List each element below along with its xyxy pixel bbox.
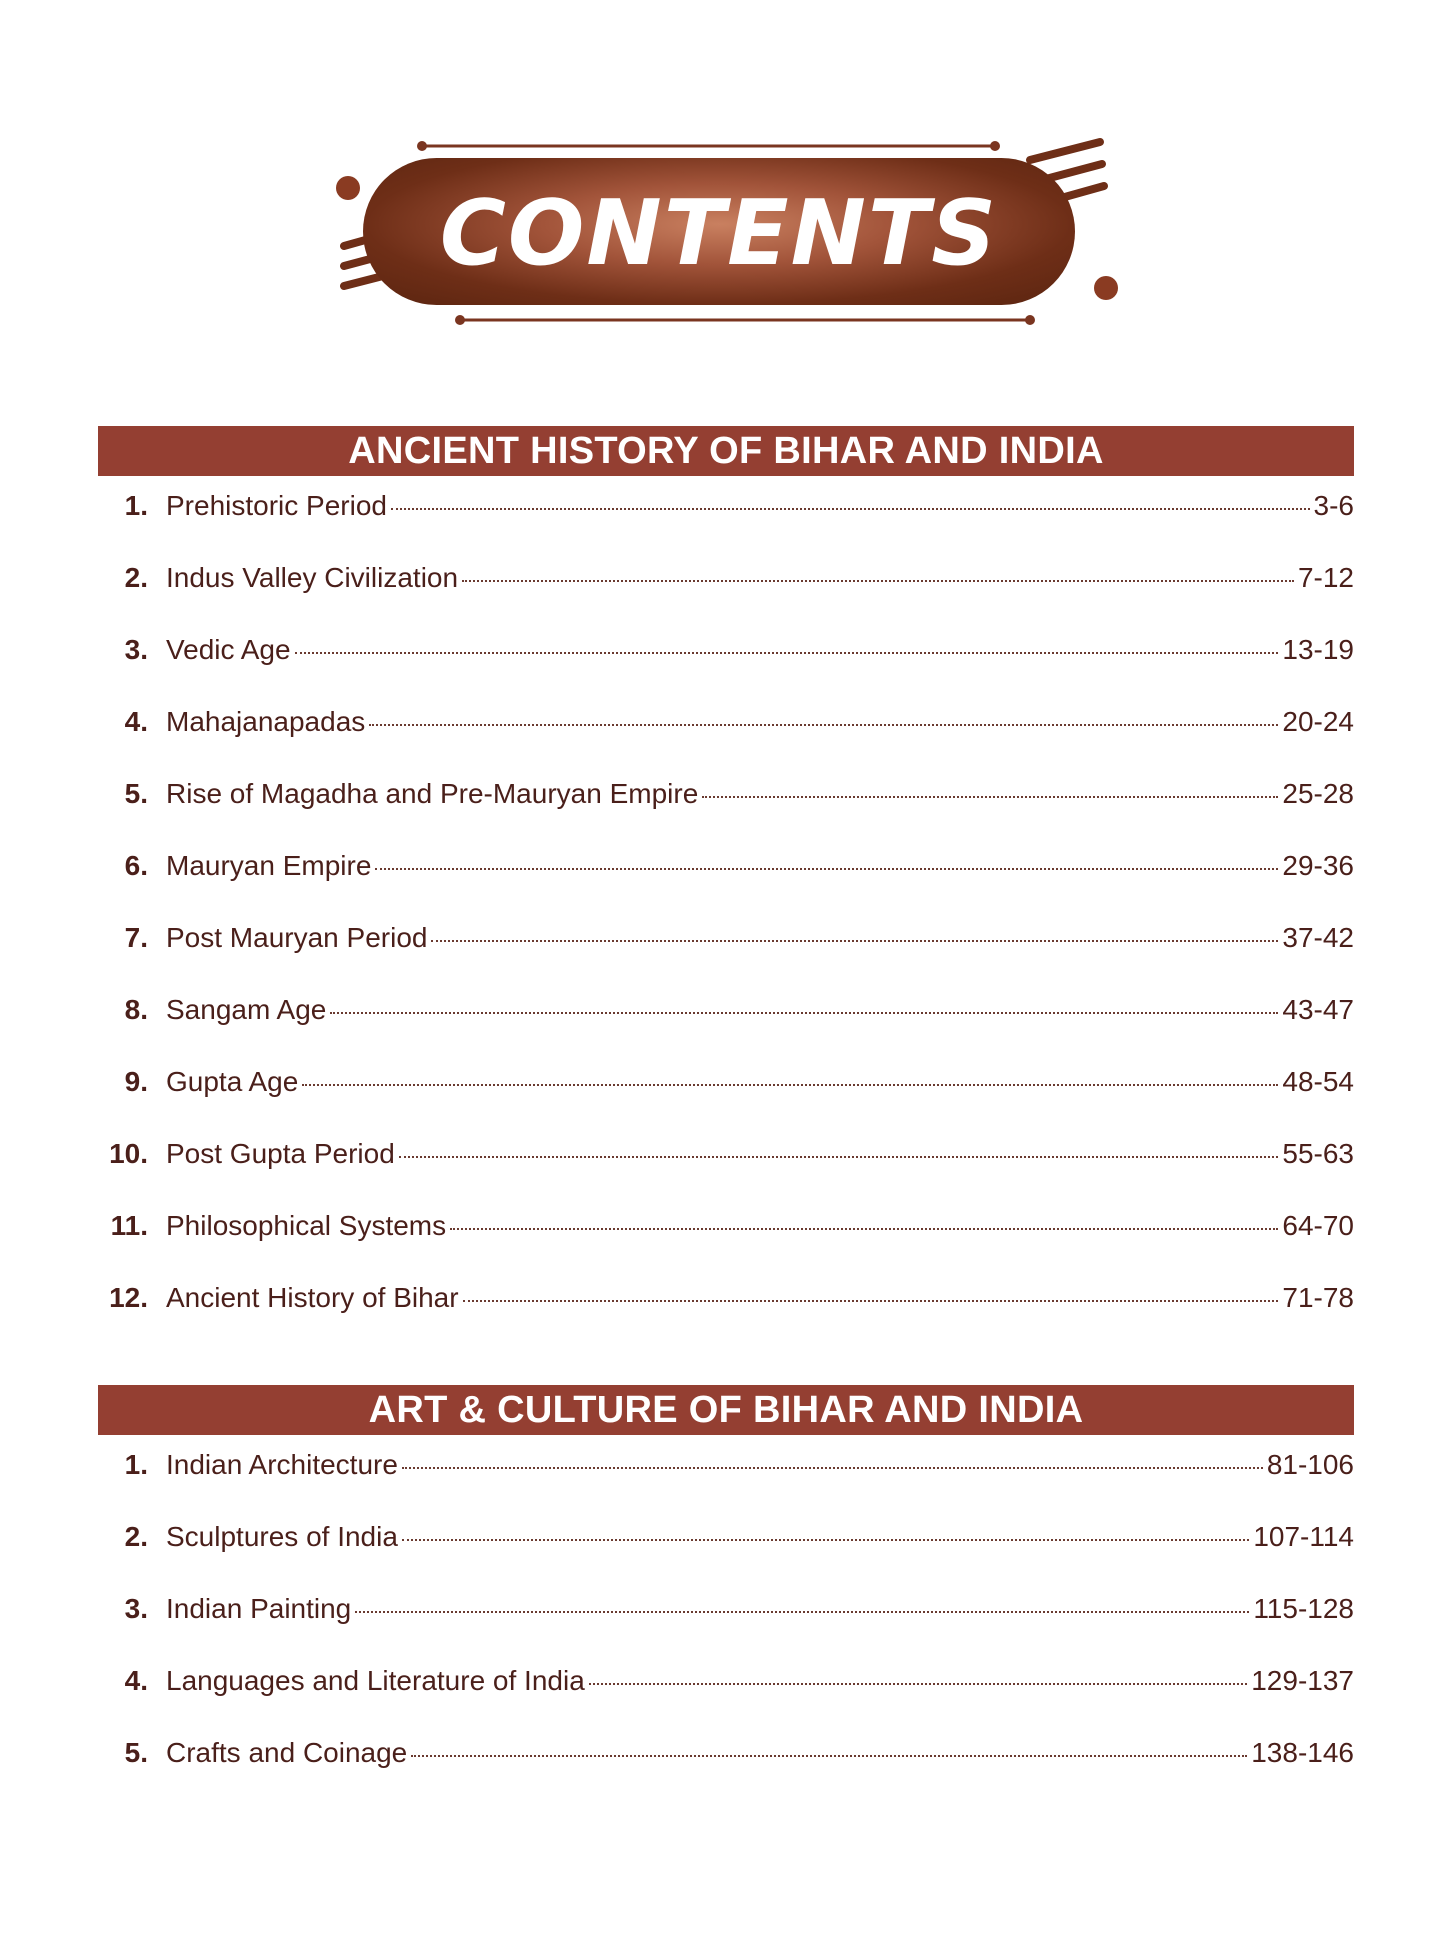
dotted-leader: [369, 724, 1278, 726]
section-header-art-culture: ART & CULTURE OF BIHAR AND INDIA: [98, 1385, 1354, 1435]
toc-entry-number: 2.: [124, 1521, 148, 1552]
toc-entry-title: Indian Painting: [166, 1593, 352, 1624]
toc-entry-pages: 48-54: [1282, 1066, 1354, 1097]
page-title: CONTENTS: [439, 180, 999, 286]
toc-entry: [98, 634, 1354, 706]
dotted-leader: [391, 508, 1310, 510]
toc-entry: [98, 1737, 1354, 1809]
toc-entry: [98, 1665, 1354, 1737]
toc-entry-number: 6.: [124, 850, 148, 881]
toc-entry-pages: 129-137: [1251, 1665, 1354, 1696]
toc-entry-number: 9.: [124, 1066, 148, 1097]
toc-entry-title: Sculptures of India: [166, 1521, 398, 1552]
dotted-leader: [402, 1467, 1263, 1469]
toc-entry: [98, 1593, 1354, 1665]
toc-entry-pages: 81-106: [1266, 1449, 1354, 1480]
toc-entry: [98, 706, 1354, 778]
toc-entry-title: Rise of Magadha and Pre-Mauryan Empire: [166, 778, 699, 809]
toc-entry: [98, 922, 1354, 994]
toc-entry-number: 3.: [124, 1593, 148, 1624]
toc-entry: [98, 562, 1354, 634]
dotted-leader: [431, 940, 1278, 942]
toc-entry-title: Languages and Literature of India: [166, 1665, 585, 1696]
dotted-leader: [589, 1683, 1247, 1685]
contents-banner: [330, 130, 1130, 330]
toc-entry-title: Gupta Age: [166, 1066, 299, 1097]
dotted-leader: [399, 1156, 1279, 1158]
toc-entry: [98, 1210, 1354, 1282]
toc-entry: [98, 1066, 1354, 1138]
dotted-leader: [402, 1539, 1249, 1541]
toc-entry-title: Vedic Age: [166, 634, 291, 665]
toc-entry-number: 5.: [124, 1737, 148, 1768]
dotted-leader: [463, 1300, 1279, 1302]
toc-entry-title: Post Mauryan Period: [166, 922, 428, 953]
dotted-leader: [295, 652, 1279, 654]
toc-entry: [98, 1138, 1354, 1210]
toc-entry-pages: 25-28: [1282, 778, 1354, 809]
toc-entry-pages: 3-6: [1313, 490, 1354, 521]
toc-entry-number: 4.: [124, 1665, 148, 1696]
toc-entry-title: Mahajanapadas: [166, 706, 366, 737]
toc-entry: [98, 490, 1354, 562]
toc-entry-title: Post Gupta Period: [166, 1138, 395, 1169]
toc-entry: [98, 1521, 1354, 1593]
dotted-leader: [702, 796, 1278, 798]
toc-entry-number: 7.: [124, 922, 148, 953]
toc-entry-number: 3.: [124, 634, 148, 665]
toc-entry-pages: 7-12: [1297, 562, 1354, 593]
toc-entry-title: Mauryan Empire: [166, 850, 372, 881]
toc-entry-pages: 20-24: [1282, 706, 1354, 737]
dotted-leader: [450, 1228, 1278, 1230]
toc-entry-number: 2.: [124, 562, 148, 593]
toc-entry: [98, 1449, 1354, 1521]
toc-list-ancient-history: [98, 490, 1354, 1354]
toc-entry-title: Ancient History of Bihar: [166, 1282, 459, 1313]
toc-entry: [98, 994, 1354, 1066]
toc-entry-pages: 71-78: [1282, 1282, 1354, 1313]
section-header-ancient-history: ANCIENT HISTORY OF BIHAR AND INDIA: [98, 426, 1354, 476]
dotted-leader: [411, 1755, 1247, 1757]
toc-entry-title: Indian Architecture: [166, 1449, 398, 1480]
toc-entry-number: 1.: [124, 1449, 148, 1480]
toc-entry-pages: 29-36: [1282, 850, 1354, 881]
toc-entry-number: 10.: [109, 1138, 148, 1169]
toc-entry-pages: 43-47: [1282, 994, 1354, 1025]
dotted-leader: [375, 868, 1278, 870]
banner-pill: [363, 158, 1075, 305]
toc-entry-number: 1.: [124, 490, 148, 521]
toc-entry-title: Prehistoric Period: [166, 490, 387, 521]
toc-entry-pages: 13-19: [1282, 634, 1354, 665]
toc-entry: [98, 850, 1354, 922]
toc-entry-pages: 107-114: [1253, 1521, 1354, 1552]
toc-entry-title: Sangam Age: [166, 994, 327, 1025]
toc-entry-number: 4.: [124, 706, 148, 737]
toc-entry-title: Crafts and Coinage: [166, 1737, 408, 1768]
toc-entry-number: 8.: [124, 994, 148, 1025]
toc-entry-number: 11.: [110, 1210, 148, 1241]
toc-entry-number: 12.: [109, 1282, 148, 1313]
toc-entry-number: 5.: [124, 778, 148, 809]
toc-entry-pages: 138-146: [1251, 1737, 1354, 1768]
toc-entry: [98, 1282, 1354, 1354]
dotted-leader: [302, 1084, 1278, 1086]
toc-entry-pages: 37-42: [1282, 922, 1354, 953]
dotted-leader: [462, 580, 1294, 582]
toc-entry-title: Indus Valley Civilization: [166, 562, 459, 593]
dotted-leader: [355, 1611, 1249, 1613]
toc-list-art-culture: [98, 1449, 1354, 1809]
toc-entry-pages: 55-63: [1282, 1138, 1354, 1169]
toc-entry: [98, 778, 1354, 850]
toc-entry-title: Philosophical Systems: [166, 1210, 447, 1241]
toc-entry-pages: 64-70: [1282, 1210, 1354, 1241]
dotted-leader: [330, 1012, 1278, 1014]
toc-entry-pages: 115-128: [1253, 1593, 1354, 1624]
